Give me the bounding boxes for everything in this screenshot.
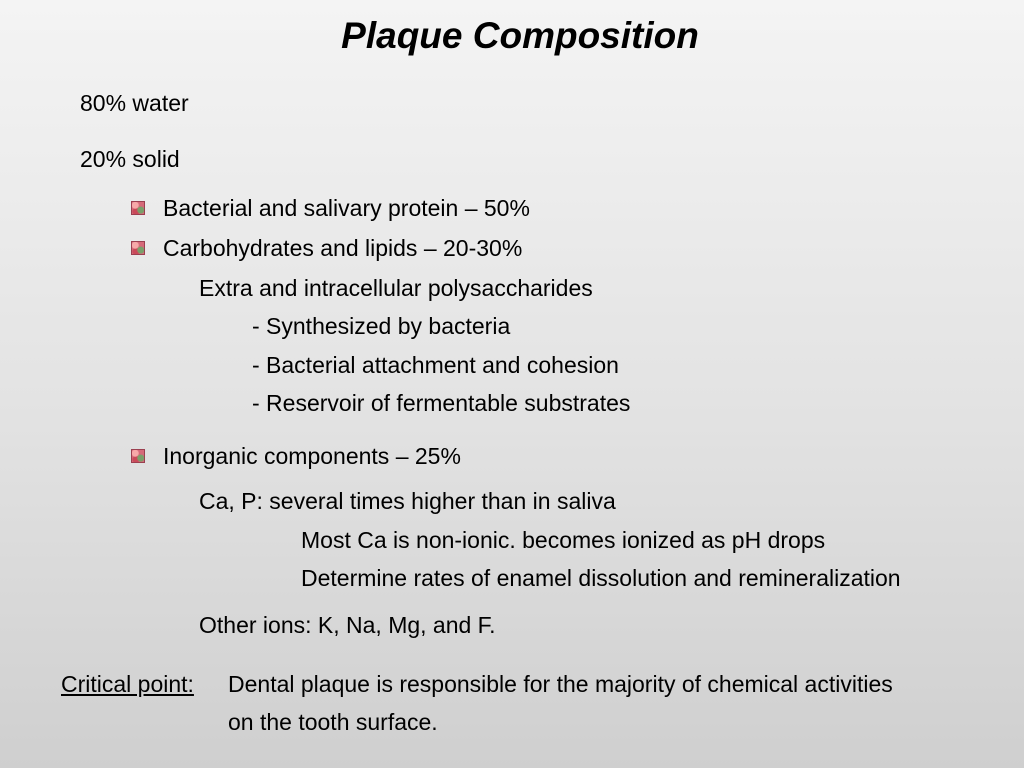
bullet-icon [131, 201, 145, 215]
bullet-icon [131, 241, 145, 255]
polysaccharides-heading: Extra and intracellular polysaccharides [199, 275, 593, 301]
solid-percentage: 20% solid [80, 146, 180, 172]
polysaccharide-item: - Synthesized by bacteria [252, 313, 511, 339]
ca-detail: Determine rates of enamel dissolution and remineralization [301, 565, 901, 591]
water-percentage: 80% water [80, 90, 189, 116]
slide-title: Plaque Composition [341, 15, 699, 56]
other-ions-line: Other ions: K, Na, Mg, and F. [199, 612, 496, 638]
bullet-protein: Bacterial and salivary protein – 50% [163, 195, 530, 221]
bullet-inorganic: Inorganic components – 25% [163, 443, 461, 469]
polysaccharide-item: - Bacterial attachment and cohesion [252, 352, 619, 378]
critical-point-text: Dental plaque is responsible for the majority of chemical activities [228, 671, 893, 697]
ca-p-line: Ca, P: several times higher than in saliva [199, 488, 616, 514]
ca-detail: Most Ca is non-ionic. becomes ionized as pH drops [301, 527, 826, 553]
critical-point-label: Critical point: [61, 671, 194, 697]
critical-point-text: on the tooth surface. [228, 709, 438, 735]
bullet-icon [131, 449, 145, 463]
bullet-carbohydrates: Carbohydrates and lipids – 20-30% [163, 235, 523, 261]
polysaccharide-item: - Reservoir of fermentable substrates [252, 390, 631, 416]
